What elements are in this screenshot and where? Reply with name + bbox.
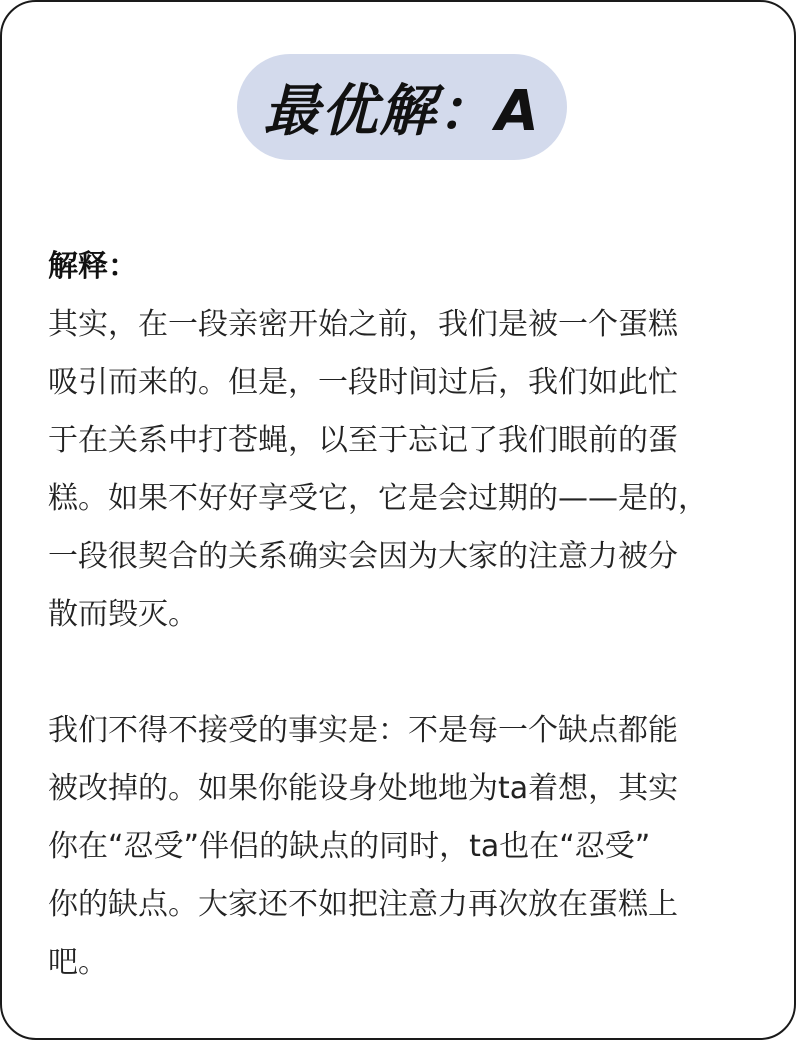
paragraph-line: 被改掉的。如果你能设身处地地为ta着想，其实 bbox=[48, 771, 679, 806]
answer-title: 最优解：A bbox=[263, 79, 541, 144]
explanation-paragraph-1 bbox=[48, 296, 758, 644]
explanation-section bbox=[48, 238, 758, 992]
paragraph-line: 吸引而来的。但是，一段时间过后，我们如此忙 bbox=[48, 365, 678, 400]
paragraph-line: 一段很契合的关系确实会因为大家的注意力被分 bbox=[48, 539, 678, 574]
paragraph-spacer bbox=[48, 644, 758, 702]
paragraph-line: 散而毁灭。 bbox=[48, 597, 198, 632]
paragraph-line: 你在“忍受”伴侣的缺点的同时，ta也在“忍受” bbox=[48, 829, 651, 864]
paragraph-line: 糕。如果不好好享受它，它是会过期的——是的， bbox=[48, 481, 708, 516]
paragraph-line: 你的缺点。大家还不如把注意力再次放在蛋糕上 bbox=[48, 887, 678, 922]
paragraph-line: 我们不得不接受的事实是：不是每一个缺点都能 bbox=[48, 713, 678, 748]
paragraph-line: 其实，在一段亲密开始之前，我们是被一个蛋糕 bbox=[48, 307, 678, 342]
explanation-paragraph-2 bbox=[48, 702, 758, 992]
answer-badge bbox=[237, 54, 567, 160]
paragraph-line: 于在关系中打苍蝇，以至于忘记了我们眼前的蛋 bbox=[48, 423, 678, 458]
explanation-heading: 解释： bbox=[48, 249, 138, 284]
paragraph-line: 吧。 bbox=[48, 945, 108, 980]
